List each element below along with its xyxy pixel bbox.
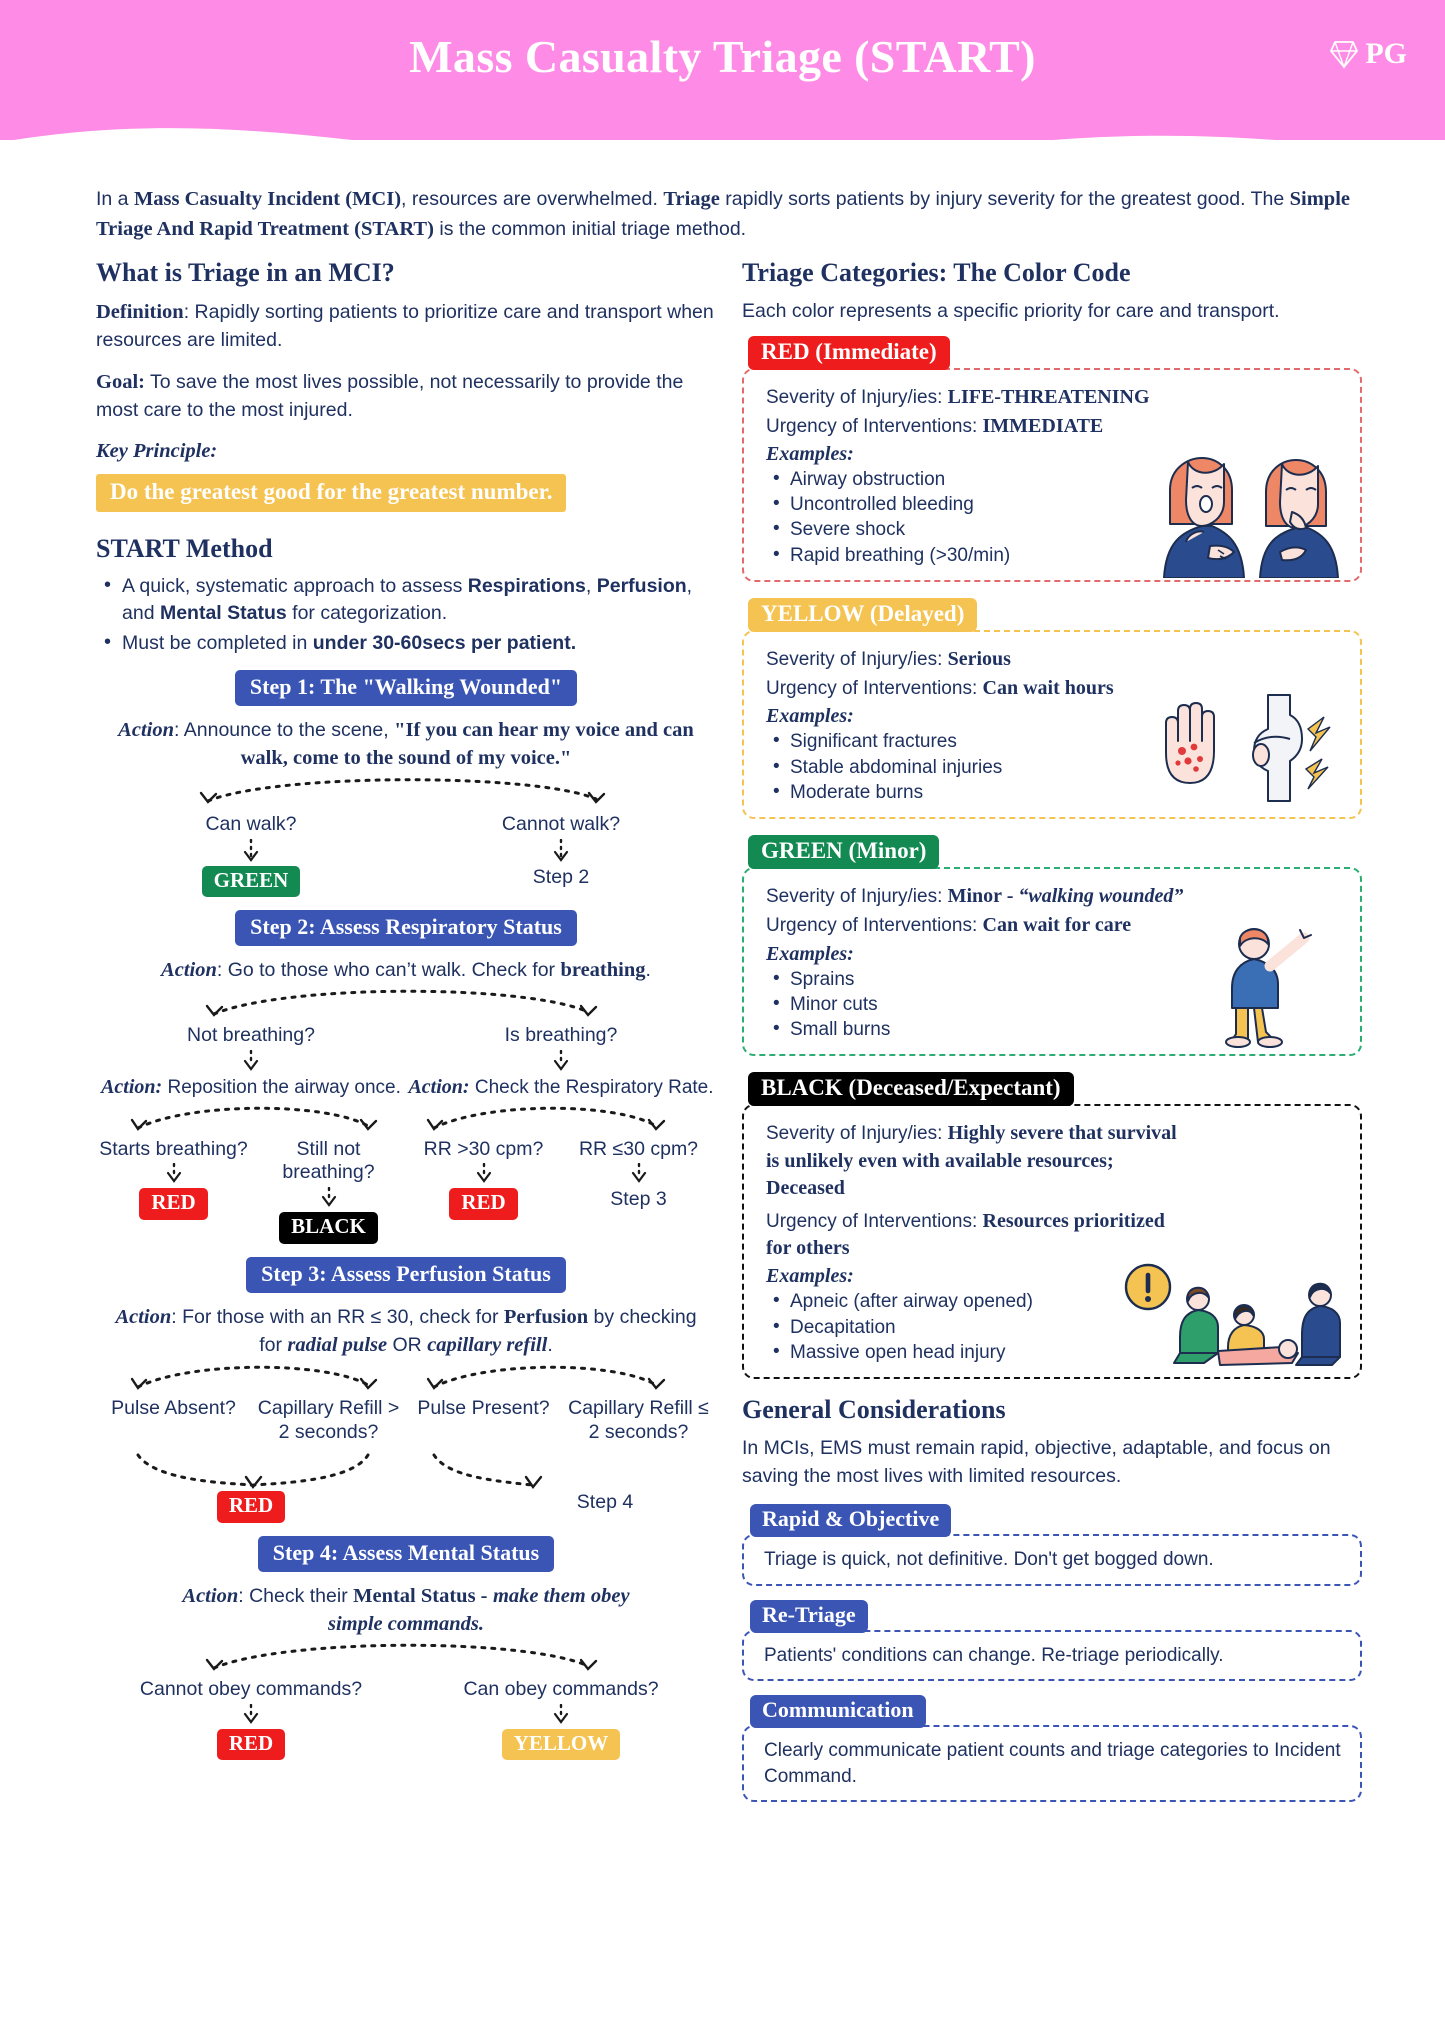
action-italic-capillary: capillary refill — [427, 1334, 548, 1357]
intro-paragraph — [96, 185, 1351, 244]
consideration-text: Clearly communicate patient counts and triage categories to Incident Command. — [764, 1740, 1341, 1787]
action-text: Check the Respiratory Rate. — [469, 1077, 714, 1099]
category-label-black: BLACK (Deceased/Expectant) — [748, 1072, 1074, 1106]
intro-part4: is the common initial triage method. — [433, 217, 747, 240]
category-card-black — [742, 1104, 1362, 1379]
urgency-label: Urgency of Interventions: — [766, 415, 983, 437]
general-considerations-subtitle: In MCIs, EMS must remain rapid, objective, adaptable, and focus on saving the most lives with limited resources. — [742, 1436, 1331, 1487]
action-label: Action: — [101, 1076, 163, 1099]
status-badge-red: RED — [449, 1188, 517, 1220]
severity-value: Minor - — [947, 885, 1019, 908]
action-label: Action: — [408, 1076, 470, 1099]
urgency-label: Urgency of Interventions: — [766, 1210, 983, 1232]
flow-node-label: Not breathing? — [187, 1024, 315, 1047]
down-arrow-icon — [166, 1163, 182, 1185]
header-wave-decoration — [0, 102, 1445, 140]
flow-node — [406, 1491, 716, 1515]
severity-row — [766, 1120, 1186, 1202]
flow-node: Pulse Absent? — [111, 1397, 236, 1420]
examples-label: Examples: — [766, 705, 854, 728]
list-item: • Sprains — [766, 967, 1344, 992]
action-text2: by checking for — [259, 1305, 697, 1357]
bullet-text: for categorization. — [286, 602, 448, 625]
right-column — [742, 258, 1362, 1816]
consideration-text: Triage is quick, not definitive. Don't get bogged down. — [764, 1549, 1214, 1571]
intro-part1: In a — [96, 188, 134, 210]
consideration-card-rapid-objective — [742, 1534, 1362, 1585]
page-header — [0, 0, 1445, 140]
action-label: Action — [118, 719, 174, 742]
examples-label: Examples: — [766, 942, 854, 965]
definition-label: Definition — [96, 300, 184, 323]
step-4-banner: Step 4: Assess Mental Status — [258, 1536, 554, 1572]
down-arrow-icon — [553, 839, 569, 863]
step-2-flow — [96, 988, 716, 1243]
flow-node — [406, 813, 716, 890]
list-item: • Minor cuts — [766, 992, 1344, 1017]
flow-node-label: Cannot obey commands? — [139, 1678, 363, 1701]
definition-text: : Rapidly sorting patients to prioritize care and transport when resources are limited. — [96, 300, 714, 351]
examples-label: Examples: — [766, 1265, 854, 1288]
split-arrow-icon — [96, 777, 716, 811]
page-title: Mass Casualty Triage (START) — [409, 31, 1036, 82]
section-title-start-method: START Method — [96, 533, 273, 563]
double-split-arrow-icon — [96, 1363, 716, 1395]
flow-node-action — [96, 1075, 406, 1099]
urgency-row — [766, 675, 1186, 702]
step-4-flow — [96, 1642, 716, 1760]
triage-categories-subtitle: Each color represents a specific priority for care and transport. — [742, 299, 1280, 322]
urgency-label: Urgency of Interventions: — [766, 678, 983, 700]
step-3-banner: Step 3: Assess Perfusion Status — [246, 1257, 566, 1293]
flow-node — [406, 1024, 716, 1099]
flow-node-label: Can obey commands? — [463, 1678, 659, 1701]
category-label-red: RED (Immediate) — [748, 336, 950, 370]
flow-node — [96, 1678, 406, 1760]
flow-node: Capillary Refill > 2 seconds? — [257, 1397, 400, 1444]
flow-node-next-step: Step 2 — [532, 865, 590, 888]
flow-node — [251, 1138, 406, 1244]
urgency-value: Can wait for care — [982, 914, 1132, 937]
bullet-text: A quick, systematic approach to assess — [122, 575, 468, 598]
list-item: • Small burns — [766, 1017, 1344, 1042]
step-2-banner: Step 2: Assess Respiratory Status — [235, 910, 577, 946]
consideration-text: Patients' conditions can change. Re-triage periodically. — [764, 1644, 1224, 1666]
action-tail: . — [547, 1334, 553, 1357]
step-4-action — [96, 1582, 716, 1639]
down-arrow-icon — [631, 1163, 647, 1185]
list-item: • Apneic (after airway opened) — [766, 1289, 1344, 1314]
start-method-bullet-list — [96, 573, 716, 657]
bullet-bold: Respirations — [467, 575, 586, 598]
flow-node: Pulse Present? — [417, 1397, 550, 1420]
action-text: : For those with an RR ≤ 30, check for — [171, 1305, 504, 1328]
severity-value: Serious — [947, 648, 1011, 671]
action-italic-radial: radial pulse — [287, 1334, 388, 1357]
goal-paragraph — [96, 368, 716, 425]
list-item: • Decapitation — [766, 1315, 1344, 1340]
consideration-card-communication — [742, 1725, 1362, 1802]
bullet-text: Must be completed in — [122, 632, 313, 655]
list-item: • Stable abdominal injuries — [766, 755, 1344, 780]
step-1-banner: Step 1: The "Walking Wounded" — [235, 670, 577, 706]
category-label-green: GREEN (Minor) — [748, 835, 939, 869]
action-quote: "If you can hear my voice and can walk, come to the sound of my voice." — [240, 719, 694, 770]
intro-part3: rapidly sorts patients by injury severity for the greatest good. The — [719, 188, 1290, 210]
list-item: • Massive open head injury — [766, 1340, 1344, 1365]
section-title-triage-categories: Triage Categories: The Color Code — [742, 258, 1131, 287]
intro-bold-mci: Mass Casualty Incident (MCI) — [133, 188, 402, 210]
gem-icon — [1329, 38, 1359, 70]
status-badge-yellow: YELLOW — [502, 1729, 621, 1761]
section-title-general-considerations: General Considerations — [742, 1395, 1006, 1425]
examples-label: Examples: — [766, 442, 854, 465]
merge-arrow-icon — [96, 1449, 716, 1493]
action-bold: Perfusion — [503, 1305, 589, 1328]
consideration-label-rapid-objective: Rapid & Objective — [750, 1504, 951, 1537]
examples-list — [766, 967, 1344, 1043]
flow-node-label: RR >30 cpm? — [423, 1137, 544, 1160]
flow-node — [96, 813, 406, 897]
action-text: Reposition the airway once. — [162, 1077, 401, 1099]
bullet-bold: Mental Status — [159, 602, 287, 625]
action-label: Action — [182, 1584, 239, 1607]
flow-node-label: Cannot walk? — [501, 812, 621, 835]
flow-node — [96, 1138, 251, 1220]
down-arrow-icon — [243, 1050, 259, 1072]
definition-paragraph — [96, 298, 716, 355]
step-3-flow — [96, 1363, 716, 1522]
severity-label: Severity of Injury/ies: — [766, 386, 948, 408]
severity-label: Severity of Injury/ies: — [766, 1123, 948, 1145]
examples-list — [766, 1289, 1344, 1365]
urgency-value: Can wait hours — [982, 677, 1114, 700]
category-card-yellow — [742, 630, 1362, 819]
step-3-action — [96, 1303, 716, 1360]
severity-value: LIFE-THREATENING — [947, 385, 1150, 408]
list-item: • Rapid breathing (>30/min) — [766, 543, 1344, 568]
list-item — [96, 630, 716, 657]
step-1-action — [96, 716, 716, 773]
list-item: • Severe shock — [766, 517, 1344, 542]
list-item: • Significant fractures — [766, 729, 1344, 754]
key-principle-label-row — [96, 437, 716, 466]
intro-bold-start: Simple Triage And Rapid Treatment (START) — [96, 188, 1350, 240]
urgency-row — [766, 413, 1186, 440]
status-badge-green: GREEN — [202, 866, 301, 898]
flow-node-label: Can walk? — [205, 812, 297, 835]
flow-node-label: Starts breathing? — [99, 1137, 248, 1160]
goal-text: To save the most lives possible, not necessarily to provide the most care to the most injured. — [96, 370, 684, 421]
action-italic: make them obey simple commands. — [327, 1584, 630, 1635]
urgency-label: Urgency of Interventions: — [766, 915, 983, 937]
list-item — [96, 573, 716, 627]
goal-label: Goal: — [96, 370, 145, 393]
bullet-text: , and — [122, 575, 693, 625]
consideration-card-re-triage — [742, 1630, 1362, 1681]
flow-node — [406, 1138, 561, 1220]
double-split-arrow-icon — [96, 1104, 716, 1136]
examples-list — [766, 467, 1344, 568]
section-title-what-is-triage: What is Triage in an MCI? — [96, 258, 395, 287]
intro-part2: , resources are overwhelmed. — [401, 188, 664, 210]
action-text: : Go to those who can’t walk. Check for — [216, 959, 561, 982]
category-card-red — [742, 368, 1362, 582]
bullet-text: , — [585, 575, 597, 598]
split-arrow-icon — [96, 988, 716, 1022]
severity-label: Severity of Injury/ies: — [766, 649, 948, 671]
action-tail: . — [645, 959, 651, 982]
urgency-value: IMMEDIATE — [982, 414, 1104, 437]
flow-node-label: Still not breathing? — [282, 1137, 375, 1184]
consideration-label-re-triage: Re-Triage — [750, 1600, 868, 1633]
action-label: Action — [161, 959, 217, 982]
action-label: Action — [115, 1305, 172, 1328]
list-item: • Uncontrolled bleeding — [766, 492, 1344, 517]
status-badge-red: RED — [139, 1188, 207, 1220]
flow-node — [561, 1138, 716, 1213]
action-text: : Announce to the scene, — [174, 719, 395, 742]
status-badge-red: RED — [217, 1491, 285, 1523]
severity-row — [766, 384, 1186, 411]
brand-text: PG — [1365, 37, 1407, 70]
severity-row — [766, 646, 1186, 673]
severity-value-italic: “walking wounded” — [1018, 885, 1184, 908]
brand-logo — [1329, 37, 1407, 71]
step-1-flow — [96, 777, 716, 897]
split-arrow-icon — [96, 1642, 716, 1676]
urgency-row — [766, 912, 1186, 939]
action-mid: OR — [387, 1334, 428, 1357]
action-text: : Check their — [238, 1584, 354, 1607]
down-arrow-icon — [476, 1163, 492, 1185]
status-badge-red: RED — [217, 1729, 285, 1761]
category-label-yellow: YELLOW (Delayed) — [748, 598, 977, 632]
consideration-label-communication: Communication — [750, 1695, 926, 1728]
flow-node — [96, 1024, 406, 1099]
flow-node-next-step: Step 3 — [610, 1188, 667, 1211]
down-arrow-icon — [243, 839, 259, 863]
down-arrow-icon — [243, 1704, 259, 1726]
bullet-bold: Perfusion — [596, 575, 687, 598]
down-arrow-icon — [553, 1050, 569, 1072]
flow-node-action — [406, 1075, 716, 1099]
urgency-row — [766, 1208, 1186, 1262]
down-arrow-icon — [321, 1187, 337, 1209]
flow-node-label: RR ≤30 cpm? — [578, 1137, 699, 1160]
list-item: • Moderate burns — [766, 780, 1344, 805]
list-item: • Airway obstruction — [766, 467, 1344, 492]
action-bold: breathing — [560, 959, 646, 982]
down-arrow-icon — [553, 1704, 569, 1726]
flow-node — [406, 1678, 716, 1760]
intro-bold-triage: Triage — [663, 188, 720, 210]
step-2-action — [96, 956, 716, 984]
category-card-green — [742, 867, 1362, 1056]
key-principle-label: Key Principle: — [96, 440, 218, 463]
status-badge-black: BLACK — [279, 1212, 378, 1244]
urgency-value: Resources prioritized for others — [766, 1209, 1165, 1260]
flow-node: Capillary Refill ≤ 2 seconds? — [568, 1397, 709, 1444]
flow-node-label: Is breathing? — [504, 1024, 618, 1047]
examples-list — [766, 729, 1344, 805]
key-principle-banner: Do the greatest good for the greatest number. — [96, 474, 566, 512]
left-column — [96, 258, 716, 1760]
flow-node — [96, 1491, 406, 1523]
flow-node-next-step: Step 4 — [576, 1490, 634, 1513]
severity-value: Highly severe that survival is unlikely even with available resources; Deceased — [766, 1122, 1177, 1199]
bullet-bold: under 30-60secs per patient. — [312, 632, 577, 655]
severity-label: Severity of Injury/ies: — [766, 886, 948, 908]
action-bold: Mental Status - — [353, 1584, 488, 1607]
severity-row — [766, 883, 1186, 910]
